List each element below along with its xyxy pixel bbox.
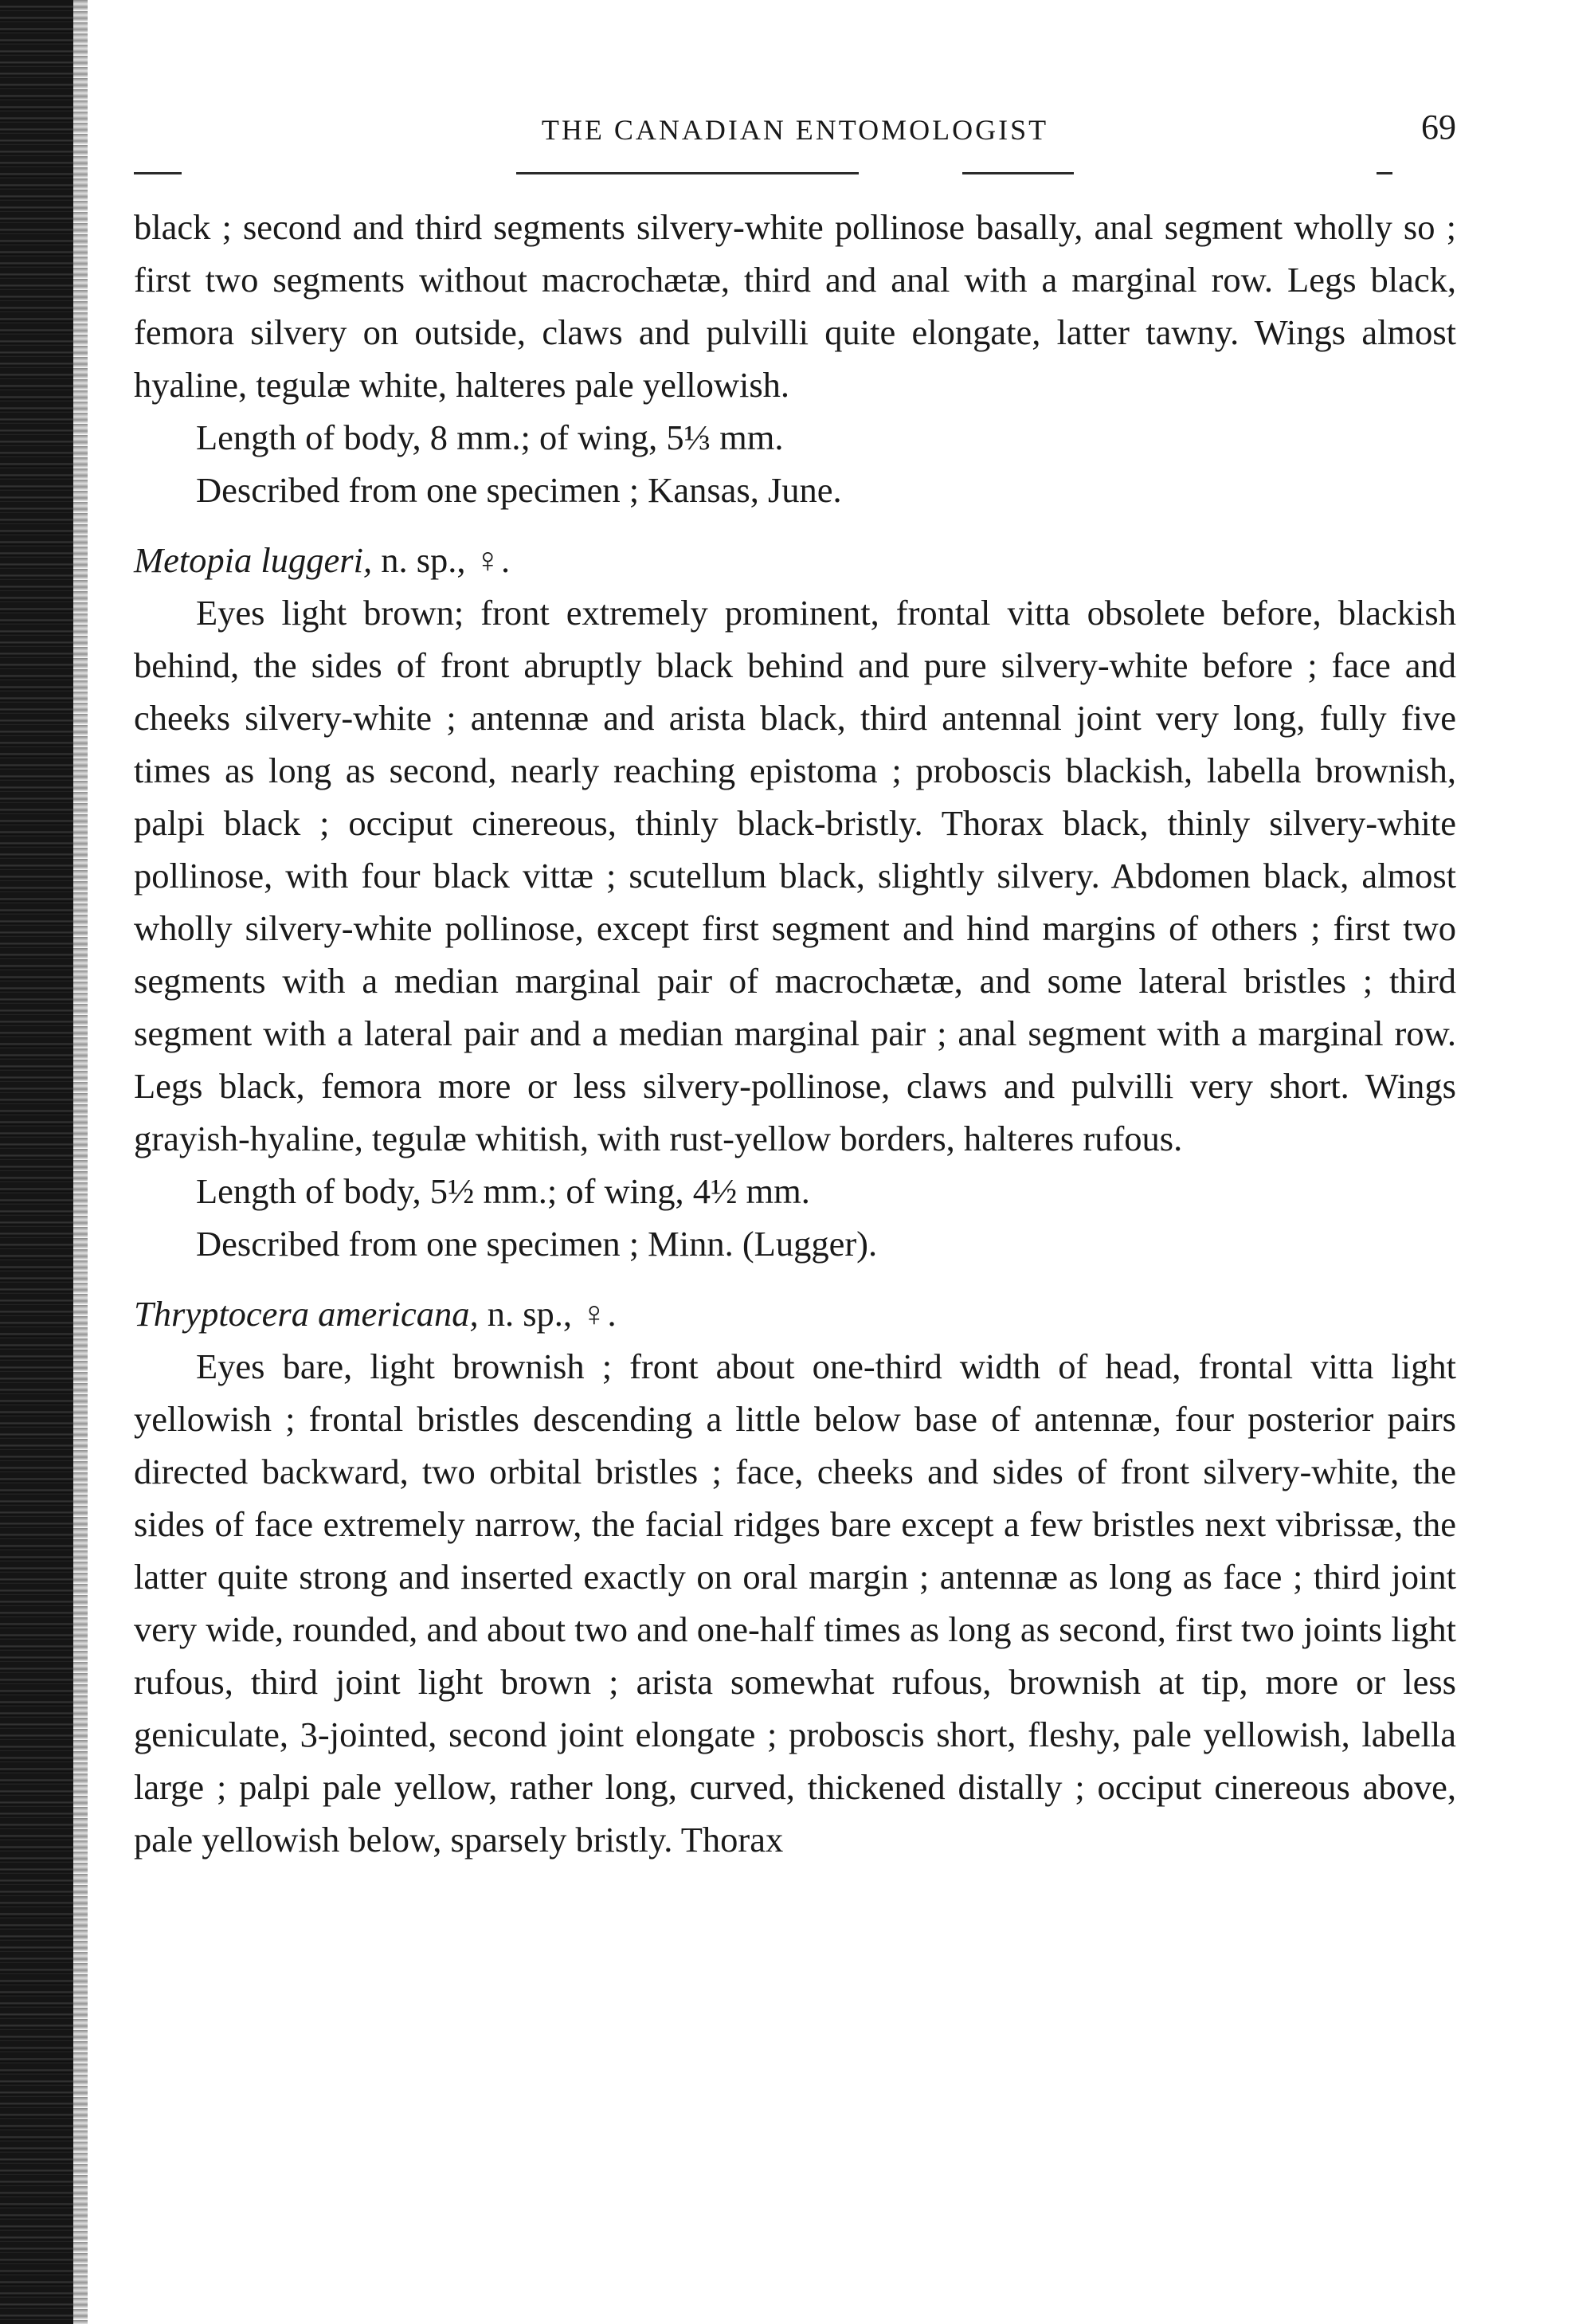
species-name: Metopia luggeri, xyxy=(134,540,373,580)
specimen-note: Described from one specimen ; Minn. (Lugger). xyxy=(196,1224,878,1264)
species-suffix: n. sp., ♀. xyxy=(478,1294,617,1334)
scan-binding-edge xyxy=(0,0,73,2324)
running-head xyxy=(134,102,1456,158)
header-rule xyxy=(134,158,1456,190)
running-title: THE CANADIAN ENTOMOLOGIST xyxy=(541,114,1049,146)
page-number: 69 xyxy=(1421,108,1456,147)
length-measurement: Length of body, 8 mm.; of wing, 5⅓ mm. xyxy=(196,417,784,457)
document-page xyxy=(134,102,1456,1866)
species-description: Eyes light brown; front extremely prominent, frontal vitta obsolete before, blackish behind, the sides of front abruptly black behind and pure silvery-white before ; face and cheeks silvery-white ; antennæ and arista black, third antennal joint very long, fully five times as long as second, nearly reaching epistoma ; proboscis blackish, labella brownish, palpi black ; occiput cinereous, thinly black-bristly. Thorax black, thinly silvery-white pollinose, with four black vittæ ; scutellum black, slightly silvery. Abdomen black, almost wholly silvery-white pollinose, except first segment and hind margins of others ; first two segments with a median marginal pair of macrochætæ, and some lateral bristles ; third segment with a lateral pair and a median marginal pair ; anal segment with a marginal row. Legs black, femora more or less silvery-pollinose, claws and pulvilli very short. Wings grayish-hyaline, tegulæ whitish, with rust-yellow borders, halteres rufous. xyxy=(134,593,1456,1158)
specimen-note: Described from one specimen ; Kansas, June. xyxy=(196,470,842,510)
species-name: Thryptocera americana, xyxy=(134,1294,479,1334)
species-heading-thryptocera xyxy=(134,1287,1456,1340)
body-text xyxy=(134,201,1456,1866)
species-heading-metopia xyxy=(134,534,1456,586)
continued-description: black ; second and third segments silvery-white pollinose basally, anal segment wholly so ; first two segments without macrochætæ, third and anal with a marginal row. Legs black, femora silvery on outside, claws and pulvilli quite elongate, latter tawny. Wings almost hyaline, tegulæ white, halteres pale yellowish. xyxy=(134,207,1456,405)
species-suffix: n. sp., ♀. xyxy=(372,540,511,580)
species-description: Eyes bare, light brownish ; front about one-third width of head, frontal vitta light yellowish ; frontal bristles descending a little below base of antennæ, four posterior pairs directed backward, two orbital bristles ; face, cheeks and sides of front silvery-white, the sides of face extremely narrow, the facial ridges bare except a few bristles next vibrissæ, the latter quite strong and inserted exactly on oral margin ; antennæ as long as face ; third joint very wide, rounded, and about two and one-half times as long as second, first two joints light rufous, third joint light brown ; arista somewhat rufous, brownish at tip, more or less geniculate, 3-jointed, second joint elongate ; proboscis short, fleshy, pale yellowish, labella large ; palpi pale yellow, rather long, curved, thickened distally ; occiput cinereous above, pale yellowish below, sparsely bristly. Thorax xyxy=(134,1346,1456,1860)
length-measurement: Length of body, 5½ mm.; of wing, 4½ mm. xyxy=(196,1171,810,1211)
